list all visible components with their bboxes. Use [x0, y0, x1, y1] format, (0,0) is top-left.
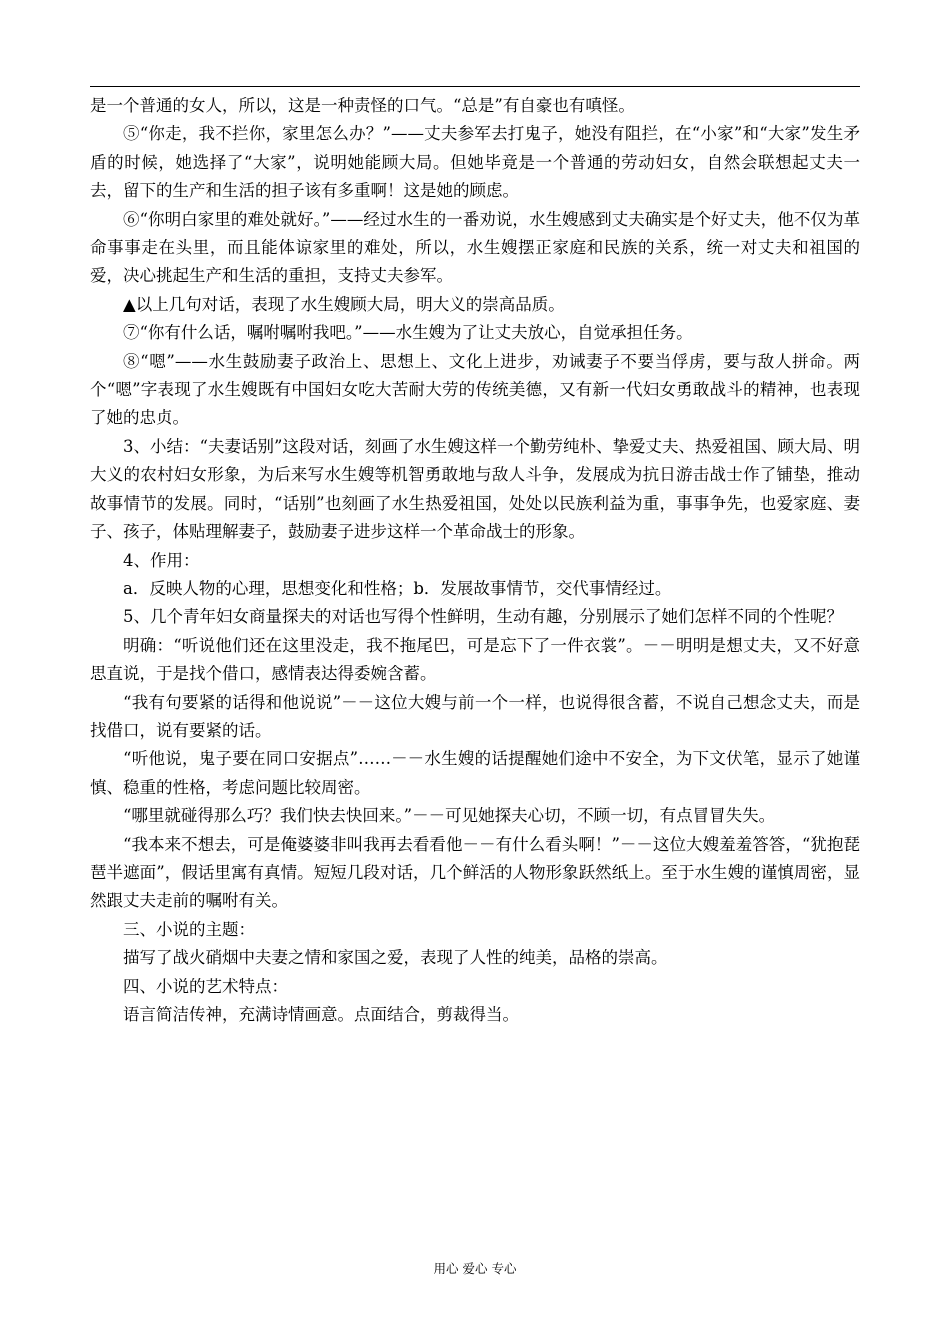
paragraph: a．反映人物的心理，思想变化和性格；b．发展故事情节，交代事情经过。 — [123, 578, 672, 598]
paragraph: 3、小结：“夫妻话别”这段对话，刻画了水生嫂这样一个勤劳纯朴、挚爱丈夫、热爱祖国、顾大局、明大义的农村妇女形象，为后来写水生嫂等机智勇敢地与敌人斗争，发展成为抗日游击战士作了铺垫，推动故事情节的发展。同时，“话别”也刻画了水生热爱祖国，处处以民族利益为重，事事争先，也爱家庭、妻子、孩子，体贴理解妻子，鼓励妻子进步这样一个革命战士的形象。 — [90, 436, 860, 542]
paragraph: 语言简洁传神，充满诗情画意。点面结合，剪裁得当。 — [123, 1005, 519, 1024]
paragraph: ⑥“你明白家里的难处就好。”——经过水生的一番劝说，水生嫂感到丈夫确实是个好丈夫，他不仅为革命事事走在头里，而且能体谅家里的难处，所以，水生嫂摆正家庭和民族的关系，统一对丈夫和祖国的爱，决心挑起生产和生活的重担，支持丈夫参军。 — [90, 209, 860, 286]
paragraph: ▲以上几句对话，表现了水生嫂顾大局，明大义的崇高品质。 — [123, 294, 565, 314]
paragraph: 4、作用： — [123, 550, 200, 570]
section-heading: 四、小说的艺术特点： — [123, 976, 288, 996]
paragraph: 明确：“听说他们还在这里没走，我不拖尾巴，可是忘下了一件衣裳”。－－明明是想丈夫，又不好意思直说，于是找个借口，感情表达得委婉含蓄。 — [90, 635, 860, 684]
paragraph: ⑧“嗯”——水生鼓励妻子政治上、思想上、文化上进步，劝诫妻子不要当俘虏，要与敌人拼命。两个“嗯”字表现了水生嫂既有中国妇女吃大苦耐大劳的传统美德，又有新一代妇女勇敢战斗的精神，也表现了她的忠贞。 — [90, 351, 860, 428]
paragraph: ⑤“你走，我不拦你，家里怎么办？”——丈夫参军去打鬼子，她没有阻拦，在“小家”和“大家”发生矛盾的时候，她选择了“大家”，说明她能顾大局。但她毕竟是一个普通的劳动妇女，自然会联想起丈夫一去，留下的生产和生活的担子该有多重啊！这是她的顾虑。 — [90, 124, 860, 201]
paragraph: “我有句要紧的话得和他说说”－－这位大嫂与前一个一样，也说得很含蓄，不说自己想念丈夫，而是找借口，说有要紧的话。 — [90, 692, 860, 740]
paragraph: 描写了战火硝烟中夫妻之情和家国之爱，表现了人性的纯美，品格的崇高。 — [123, 948, 668, 968]
page-footer: 用心 爱心 专心 — [433, 1261, 517, 1276]
section-heading: 三、小说的主题： — [123, 919, 255, 939]
paragraph: “听他说，鬼子要在同口安据点”……－－水生嫂的话提醒她们途中不安全，为下文伏笔，显示了她谨慎、稳重的性格，考虑问题比较周密。 — [90, 749, 860, 797]
paragraph: “哪里就碰得那么巧？我们快去快回来。”－－可见她探夫心切，不顾一切，有点冒冒失失。 — [123, 806, 776, 826]
header-rule — [90, 86, 860, 87]
paragraph: ⑦“你有什么话，嘱咐嘱咐我吧。”——水生嫂为了让丈夫放心，自觉承担任务。 — [123, 323, 693, 343]
paragraph: 5、几个青年妇女商量探夫的对话也写得个性鲜明，生动有趣，分别展示了她们怎样不同的个性呢？ — [123, 607, 843, 627]
paragraph: “我本来不想去，可是俺婆婆非叫我再去看看他－－有什么看头啊！”－－这位大嫂羞羞答答，“犹抱琵琶半遮面”，假话里寓有真情。短短几段对话，几个鲜活的人物形象跃然纸上。至于水生嫂的谨慎周密，显然跟丈夫走前的嘱咐有关。 — [90, 834, 860, 911]
document-body — [90, 92, 860, 1029]
paragraph: 是一个普通的女人，所以，这是一种责怪的口气。“总是”有自豪也有嗔怪。 — [90, 96, 635, 115]
